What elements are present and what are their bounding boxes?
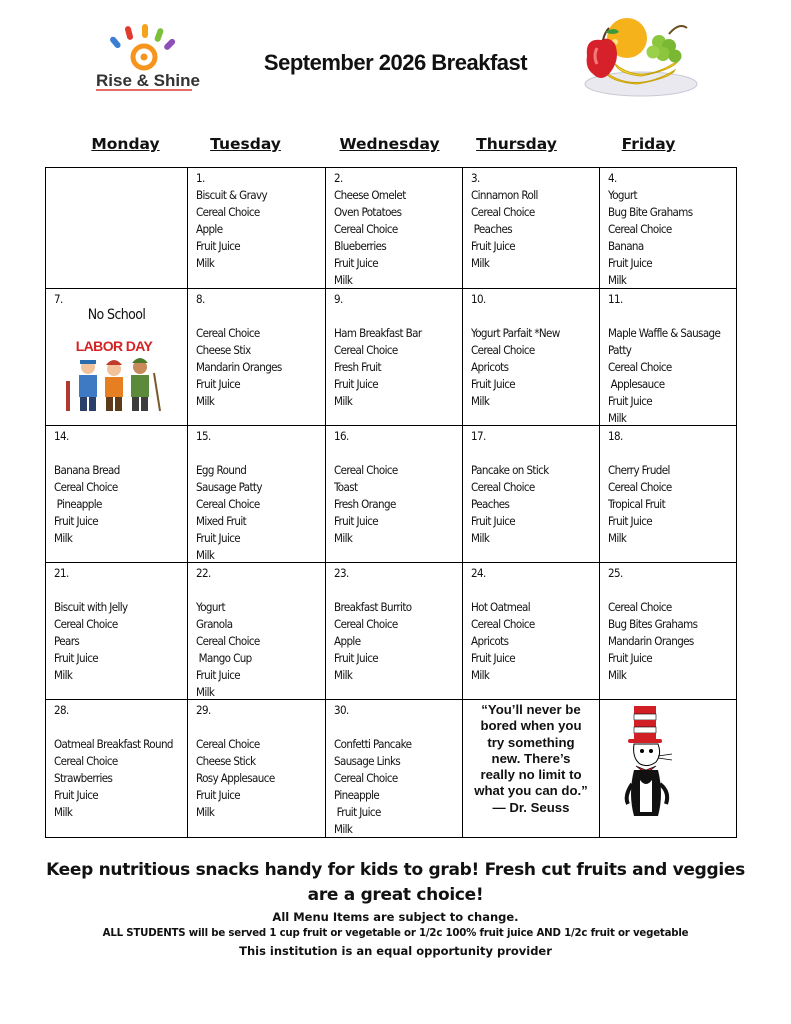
day-header-tuesday: Tuesday bbox=[210, 135, 281, 153]
menu-item: Milk bbox=[608, 273, 627, 287]
day-number: 30. bbox=[334, 703, 349, 717]
day-cell-week3-wednesday bbox=[326, 426, 463, 563]
menu-item: Cereal Choice bbox=[334, 771, 398, 785]
day-cell-week1-monday bbox=[46, 168, 188, 289]
menu-item: Cereal Choice bbox=[471, 343, 535, 357]
menu-item: Peaches bbox=[471, 497, 510, 511]
menu-item: Milk bbox=[471, 668, 490, 682]
day-cell-week1-tuesday bbox=[188, 168, 326, 289]
quote-line: “You’ll never be bbox=[481, 702, 581, 717]
menu-item: Milk bbox=[608, 531, 627, 545]
labor-day-text: LABOR DAY bbox=[75, 338, 153, 354]
menu-item: Fruit Juice bbox=[608, 651, 653, 665]
weekday-header-row bbox=[45, 135, 737, 157]
menu-item: Milk bbox=[471, 256, 490, 270]
menu-item: Milk bbox=[334, 273, 353, 287]
menu-item: Fruit Juice bbox=[608, 256, 653, 270]
menu-item: Maple Waffle & Sausage bbox=[608, 326, 721, 340]
day-number: 15. bbox=[196, 429, 211, 443]
menu-item: Fruit Juice bbox=[54, 651, 99, 665]
menu-item: Cereal Choice bbox=[334, 222, 398, 236]
quote-line: really no limit to bbox=[480, 767, 582, 783]
menu-item: Fruit Juice bbox=[54, 514, 99, 528]
menu-item bbox=[471, 582, 599, 599]
menu-item: Mandarin Oranges bbox=[196, 360, 282, 374]
day-cell-week5-friday bbox=[600, 700, 736, 837]
day-number: 23. bbox=[334, 566, 349, 580]
day-cell-week2-tuesday bbox=[188, 289, 326, 426]
breakfast-calendar-grid bbox=[45, 167, 737, 838]
day-number: 4. bbox=[608, 171, 617, 185]
menu-item bbox=[54, 582, 187, 599]
menu-item: Cereal Choice bbox=[608, 360, 672, 374]
menu-item bbox=[196, 445, 325, 462]
menu-item: Fruit Juice bbox=[334, 514, 379, 528]
menu-item: Cereal Choice bbox=[54, 754, 118, 768]
menu-item: Cereal Choice bbox=[334, 617, 398, 631]
menu-item: Oven Potatoes bbox=[334, 205, 402, 219]
day-header-friday: Friday bbox=[621, 135, 676, 153]
day-cell-week2-monday bbox=[46, 289, 188, 426]
day-number: 24. bbox=[471, 566, 486, 580]
day-number: 10. bbox=[471, 292, 486, 306]
day-number: 17. bbox=[471, 429, 486, 443]
menu-item: Cinnamon Roll bbox=[471, 188, 538, 202]
menu-item: Strawberries bbox=[54, 771, 113, 785]
menu-item: Ham Breakfast Bar bbox=[334, 326, 422, 340]
day-number: 28. bbox=[54, 703, 69, 717]
menu-item: Pancake on Stick bbox=[471, 463, 549, 477]
menu-item: Apricots bbox=[471, 360, 509, 374]
menu-item bbox=[608, 308, 736, 325]
day-cell-week5-tuesday bbox=[188, 700, 326, 837]
menu-item: Egg Round bbox=[196, 463, 247, 477]
day-cell-week2-friday bbox=[600, 289, 736, 426]
quote-line: what you can do.” bbox=[474, 783, 588, 799]
menu-item: Pears bbox=[54, 634, 80, 648]
day-number: 29. bbox=[196, 703, 211, 717]
menu-item: Cheese Omelet bbox=[334, 188, 406, 202]
quote-line: new. There’s bbox=[491, 750, 571, 766]
labor-day-workers-image bbox=[62, 337, 166, 413]
menu-item: Cereal Choice bbox=[196, 737, 260, 751]
menu-item: Milk bbox=[54, 668, 73, 682]
logo-text: Rise & Shine bbox=[96, 71, 200, 90]
no-school-label: No School bbox=[87, 307, 146, 323]
cat-in-the-hat-image bbox=[622, 704, 678, 822]
menu-item: Cereal Choice bbox=[334, 343, 398, 357]
menu-item: Milk bbox=[196, 685, 215, 699]
day-number: 22. bbox=[196, 566, 211, 580]
menu-item bbox=[471, 308, 599, 325]
menu-item: Cereal Choice bbox=[608, 480, 672, 494]
menu-item: Rosy Applesauce bbox=[196, 771, 275, 785]
menu-item: Fruit Juice bbox=[196, 377, 241, 391]
day-number: 7. bbox=[54, 292, 63, 306]
menu-item: Apple bbox=[334, 634, 361, 648]
menu-item: Cereal Choice bbox=[334, 463, 398, 477]
menu-item: Biscuit with Jelly bbox=[54, 600, 128, 614]
menu-item bbox=[334, 582, 462, 599]
menu-item: Cheese Stick bbox=[196, 754, 256, 768]
menu-item: Fruit Juice bbox=[608, 514, 653, 528]
menu-item: Milk bbox=[54, 531, 73, 545]
menu-item: Pineapple bbox=[334, 788, 380, 802]
menu-item: Apricots bbox=[471, 634, 509, 648]
day-number: 9. bbox=[334, 292, 343, 306]
menu-item: Confetti Pancake bbox=[334, 737, 412, 751]
day-cell-week4-wednesday bbox=[326, 563, 463, 700]
snack-tip-text: Keep nutritious snacks handy for kids to grab! Fresh cut fruits and veggies are a great choice! bbox=[46, 860, 745, 905]
menu-item: Applesauce bbox=[608, 377, 665, 391]
menu-item: Fruit Juice bbox=[334, 805, 381, 819]
day-number: 8. bbox=[196, 292, 205, 306]
menu-item: Toast bbox=[334, 480, 358, 494]
menu-item: Mixed Fruit bbox=[196, 514, 247, 528]
menu-item: Milk bbox=[196, 256, 215, 270]
menu-item: Cherry Frudel bbox=[608, 463, 670, 477]
day-cell-week4-monday bbox=[46, 563, 188, 700]
day-number: 14. bbox=[54, 429, 69, 443]
menu-item bbox=[54, 445, 187, 462]
menu-item: Fruit Juice bbox=[608, 394, 653, 408]
menu-item: Cereal Choice bbox=[471, 617, 535, 631]
day-cell-week3-friday bbox=[600, 426, 736, 563]
menu-item: Milk bbox=[334, 668, 353, 682]
menu-item bbox=[608, 582, 736, 599]
menu-item: Cereal Choice bbox=[196, 497, 260, 511]
day-cell-week3-thursday bbox=[463, 426, 600, 563]
day-header-monday: Monday bbox=[91, 135, 160, 153]
menu-item: Fruit Juice bbox=[471, 239, 516, 253]
day-cell-week4-tuesday bbox=[188, 563, 326, 700]
menu-item: Milk bbox=[471, 394, 490, 408]
day-cell-week4-thursday bbox=[463, 563, 600, 700]
menu-item: Milk bbox=[608, 668, 627, 682]
menu-item: Cereal Choice bbox=[471, 480, 535, 494]
menu-item: Milk bbox=[196, 548, 215, 562]
menu-item: Milk bbox=[196, 394, 215, 408]
menu-item: Bug Bites Grahams bbox=[608, 617, 698, 631]
day-number: 18. bbox=[608, 429, 623, 443]
menu-item bbox=[471, 445, 599, 462]
day-header-thursday: Thursday bbox=[476, 135, 557, 153]
day-number: 16. bbox=[334, 429, 349, 443]
menu-item: Fruit Juice bbox=[334, 256, 379, 270]
menu-item: Biscuit & Gravy bbox=[196, 188, 268, 202]
menu-item: Fruit Juice bbox=[54, 788, 99, 802]
menu-item: Apple bbox=[196, 222, 223, 236]
menu-item: Pineapple bbox=[54, 497, 102, 511]
menu-item: Yogurt Parfait *New bbox=[471, 326, 560, 340]
day-cell-week3-monday bbox=[46, 426, 188, 563]
day-number: 2. bbox=[334, 171, 343, 185]
day-cell-week3-tuesday bbox=[188, 426, 326, 563]
menu-item bbox=[608, 445, 736, 462]
day-cell-week2-thursday bbox=[463, 289, 600, 426]
menu-item: Fruit Juice bbox=[196, 668, 241, 682]
menu-item: Blueberries bbox=[334, 239, 387, 253]
menu-item: Cereal Choice bbox=[196, 205, 260, 219]
menu-item bbox=[334, 308, 462, 325]
menu-item bbox=[196, 582, 325, 599]
equal-opportunity-notice: This institution is an equal opportunity provider bbox=[239, 944, 552, 958]
menu-item: Patty bbox=[608, 343, 632, 357]
menu-item: Mango Cup bbox=[196, 651, 252, 665]
menu-item: Peaches bbox=[471, 222, 513, 236]
menu-item: Granola bbox=[196, 617, 233, 631]
menu-item: Milk bbox=[334, 822, 353, 836]
menu-item: Tropical Fruit bbox=[608, 497, 666, 511]
quote-line: — Dr. Seuss bbox=[492, 799, 570, 815]
menu-change-notice: All Menu Items are subject to change. bbox=[272, 910, 519, 924]
menu-item: Fresh Fruit bbox=[334, 360, 381, 374]
quote-line: try something bbox=[487, 734, 575, 750]
menu-item: Cereal Choice bbox=[196, 326, 260, 340]
menu-item: Milk bbox=[471, 531, 490, 545]
menu-item: Cereal Choice bbox=[54, 480, 118, 494]
menu-item: Bug Bite Grahams bbox=[608, 205, 693, 219]
menu-item: Fruit Juice bbox=[196, 239, 241, 253]
menu-item: Fruit Juice bbox=[471, 377, 516, 391]
menu-item bbox=[334, 719, 462, 736]
menu-item: Fruit Juice bbox=[471, 651, 516, 665]
quote-line: bored when you bbox=[480, 718, 582, 734]
menu-item: Cereal Choice bbox=[608, 222, 672, 236]
menu-item: Fruit Juice bbox=[334, 377, 379, 391]
day-cell-week2-wednesday bbox=[326, 289, 463, 426]
menu-item: Cereal Choice bbox=[54, 617, 118, 631]
day-cell-week4-friday bbox=[600, 563, 736, 700]
menu-item: Yogurt bbox=[608, 188, 637, 202]
menu-item: Banana Bread bbox=[54, 463, 120, 477]
menu-item: Milk bbox=[334, 531, 353, 545]
day-cell-week5-monday bbox=[46, 700, 188, 837]
menu-item: Cereal Choice bbox=[608, 600, 672, 614]
day-number: 3. bbox=[471, 171, 480, 185]
menu-item bbox=[54, 719, 187, 736]
menu-item: Sausage Links bbox=[334, 754, 401, 768]
menu-item: Fruit Juice bbox=[196, 788, 241, 802]
menu-item: Fruit Juice bbox=[334, 651, 379, 665]
menu-item: Milk bbox=[196, 805, 215, 819]
menu-item: Cheese Stix bbox=[196, 343, 251, 357]
day-number: 1. bbox=[196, 171, 205, 185]
menu-item: Fruit Juice bbox=[471, 514, 516, 528]
menu-item bbox=[196, 719, 325, 736]
dr-seuss-quote bbox=[466, 702, 596, 816]
day-cell-week1-thursday bbox=[463, 168, 600, 289]
menu-item bbox=[196, 308, 325, 325]
menu-item: Banana bbox=[608, 239, 644, 253]
menu-item: Sausage Patty bbox=[196, 480, 262, 494]
day-cell-week1-friday bbox=[600, 168, 736, 289]
menu-item bbox=[334, 445, 462, 462]
day-cell-week5-wednesday bbox=[326, 700, 463, 837]
menu-item: Oatmeal Breakfast Round bbox=[54, 737, 173, 751]
day-number: 21. bbox=[54, 566, 69, 580]
day-cell-week5-thursday bbox=[463, 700, 600, 837]
day-header-wednesday: Wednesday bbox=[339, 135, 440, 153]
fruit-bowl-image bbox=[575, 12, 701, 98]
page-title: September 2026 Breakfast bbox=[263, 50, 528, 75]
menu-item: Milk bbox=[334, 394, 353, 408]
menu-item: Fresh Orange bbox=[334, 497, 396, 511]
serving-requirement-notice: ALL STUDENTS will be served 1 cup fruit or vegetable or 1/2c 100% fruit juice AND 1/2c fruit or vegetable bbox=[102, 928, 689, 939]
day-cell-week1-wednesday bbox=[326, 168, 463, 289]
menu-item: Cereal Choice bbox=[471, 205, 535, 219]
day-number: 11. bbox=[608, 292, 623, 306]
menu-item: Fruit Juice bbox=[196, 531, 241, 545]
menu-item: Yogurt bbox=[196, 600, 225, 614]
menu-item: Mandarin Oranges bbox=[608, 634, 694, 648]
menu-item: Hot Oatmeal bbox=[471, 600, 531, 614]
menu-item: Milk bbox=[54, 805, 73, 819]
menu-item: Milk bbox=[608, 411, 627, 425]
menu-item: Cereal Choice bbox=[196, 634, 260, 648]
menu-item: Breakfast Burrito bbox=[334, 600, 412, 614]
day-number: 25. bbox=[608, 566, 623, 580]
